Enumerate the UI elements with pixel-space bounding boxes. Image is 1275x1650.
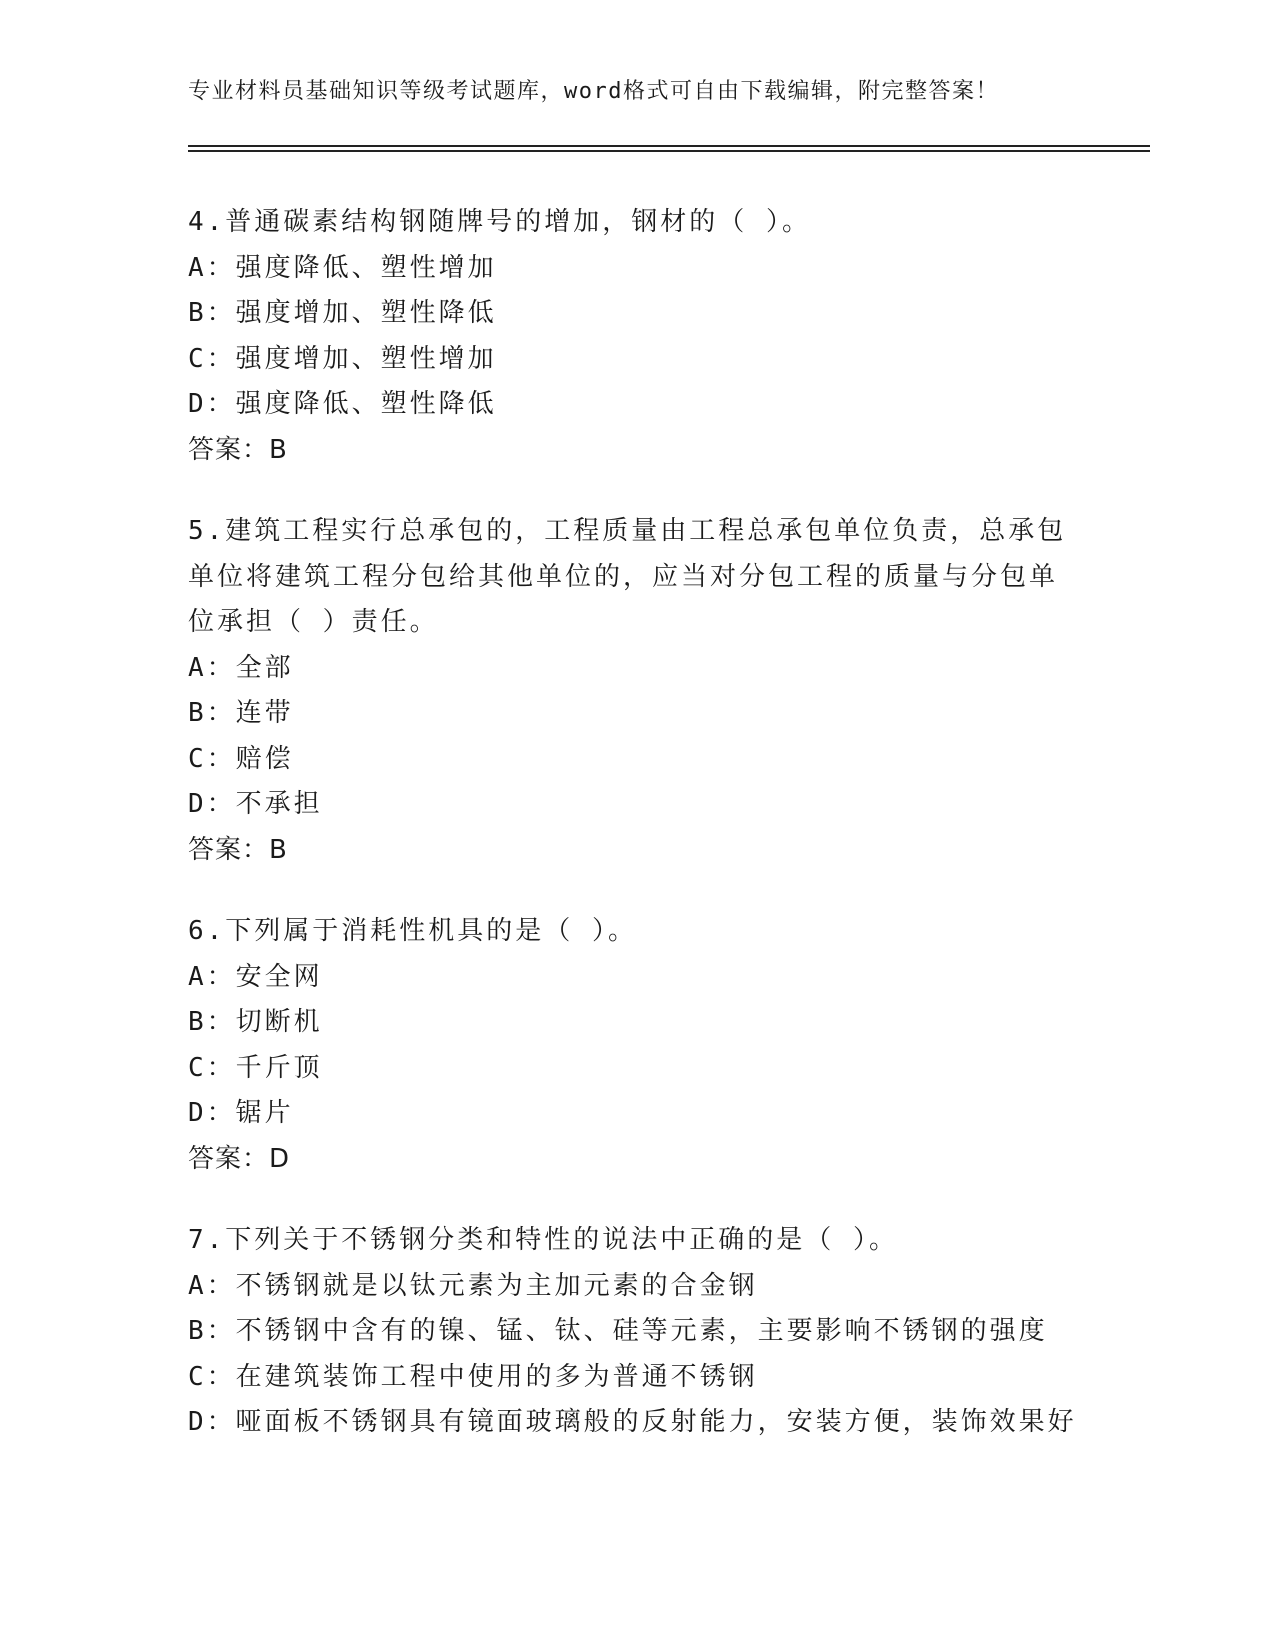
answer-label: 答案：B <box>188 434 288 465</box>
option-b: B：切断机 <box>188 1007 323 1037</box>
question-list <box>188 200 1088 1482</box>
question-6 <box>188 909 1088 1182</box>
option-b: B：不锈钢中含有的镍、锰、钛、硅等元素，主要影响不锈钢的强度 <box>188 1316 1048 1346</box>
option-d: D：不承担 <box>188 789 323 819</box>
question-stem-line-3: 位承担（ ）责任。 <box>188 607 439 637</box>
option-b: B：强度增加、塑性降低 <box>188 298 497 328</box>
question-stem-line-2: 单位将建筑工程分包给其他单位的，应当对分包工程的质量与分包单 <box>188 561 1059 592</box>
page-header-text: 专业材料员基础知识等级考试题库，word格式可自由下载编辑，附完整答案！ <box>188 79 999 104</box>
option-c: C：强度增加、塑性增加 <box>188 343 497 374</box>
option-a: A：全部 <box>188 652 294 683</box>
answer-label: 答案：B <box>188 834 288 865</box>
option-b: B：连带 <box>188 698 294 728</box>
question-stem: 6.下列属于消耗性机具的是（ ）。 <box>188 916 637 946</box>
option-d: D：锯片 <box>188 1098 294 1128</box>
question-5 <box>188 509 1088 873</box>
option-c: C：千斤顶 <box>188 1052 323 1083</box>
option-a: A：安全网 <box>188 961 323 992</box>
question-7 <box>188 1218 1088 1446</box>
option-c: C：在建筑装饰工程中使用的多为普通不锈钢 <box>188 1361 758 1392</box>
header-divider-line-second <box>188 150 1150 152</box>
option-d: D：强度降低、塑性降低 <box>188 389 497 419</box>
answer-label: 答案：D <box>188 1143 291 1174</box>
question-stem-line-1: 5.建筑工程实行总承包的，工程质量由工程总承包单位负责，总承包 <box>188 516 1067 546</box>
question-4 <box>188 200 1088 473</box>
option-c: C：赔偿 <box>188 743 294 774</box>
option-a: A：不锈钢就是以钛元素为主加元素的合金钢 <box>188 1270 758 1301</box>
header-divider-line <box>188 145 1150 147</box>
question-stem: 4.普通碳素结构钢随牌号的增加，钢材的（ ）。 <box>188 207 811 237</box>
option-d: D：哑面板不锈钢具有镜面玻璃般的反射能力，安装方便，装饰效果好 <box>188 1407 1077 1437</box>
option-a: A：强度降低、塑性增加 <box>188 252 497 283</box>
question-stem: 7.下列关于不锈钢分类和特性的说法中正确的是（ ）。 <box>188 1225 898 1255</box>
